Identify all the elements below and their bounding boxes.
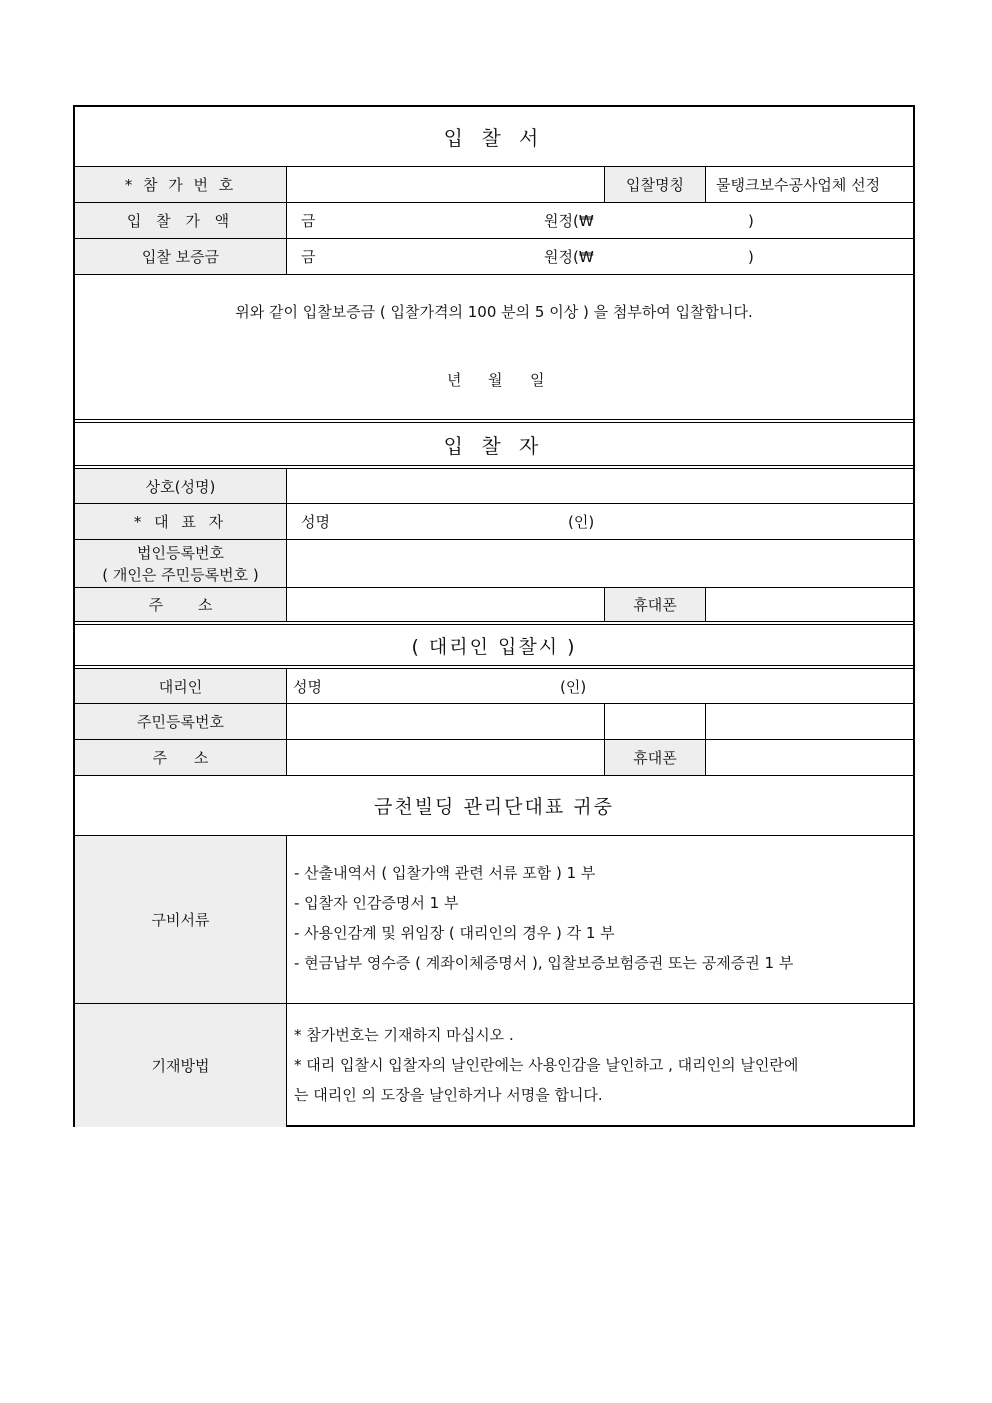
document-item: - 입찰자 인감증명서 1 부 xyxy=(294,894,459,912)
deposit-label: 입찰 보증금 xyxy=(75,239,286,274)
resident-no-label: 주민등록번호 xyxy=(75,704,286,739)
column-divider xyxy=(604,704,605,775)
company-label: 상호(성명) xyxy=(75,469,286,503)
instruction-line: 는 대리인 의 도장을 날인하거나 서명을 합니다. xyxy=(294,1086,603,1104)
agent-field[interactable] xyxy=(287,669,913,703)
documents-list xyxy=(294,858,793,978)
instruction-line: * 참가번호는 기재하지 마십시오 . xyxy=(294,1026,514,1044)
column-divider xyxy=(286,469,287,621)
deposit-prefix: 금 xyxy=(301,248,316,266)
bid-form xyxy=(73,105,915,1127)
column-divider xyxy=(286,836,287,1127)
bid-amount-label: 입 찰 가 액 xyxy=(75,203,286,238)
deposit-field[interactable] xyxy=(287,239,913,274)
divider xyxy=(75,274,913,275)
registration-label-line2: ( 개인은 주민등록번호 ) xyxy=(102,565,259,584)
document-item: - 현금납부 영수증 ( 계좌이체증명서 ), 입찰보증보험증권 또는 공제증권 1 부 xyxy=(294,954,794,972)
agent-name-prefix: 성명 xyxy=(293,677,322,696)
bid-amount-field[interactable] xyxy=(287,203,913,238)
column-divider xyxy=(604,167,605,203)
amount-prefix: 금 xyxy=(301,212,316,230)
column-divider xyxy=(286,167,287,275)
registration-field[interactable] xyxy=(287,540,913,587)
amount-close: ) xyxy=(748,211,754,230)
date-month: 월 xyxy=(488,371,503,389)
phone-label: 휴대폰 xyxy=(605,588,705,621)
column-divider xyxy=(705,167,706,203)
resident-extra-field[interactable] xyxy=(706,704,913,739)
agent-title: ( 대리인 입찰시 ) xyxy=(411,635,577,658)
rep-seal: (인) xyxy=(568,513,595,531)
address-label: 주 소 xyxy=(75,588,286,621)
date-day: 일 xyxy=(530,371,545,389)
participant-no-field[interactable] xyxy=(287,167,604,202)
agent-seal: (인) xyxy=(560,677,587,696)
address-field[interactable] xyxy=(287,588,604,621)
bid-name-label: 입찰명칭 xyxy=(605,167,705,202)
form-title: 입 찰 서 xyxy=(443,126,545,150)
agent-phone-label: 휴대폰 xyxy=(605,740,705,775)
instructions-label: 기재방법 xyxy=(75,1004,286,1127)
date-year: 년 xyxy=(447,371,462,389)
resident-no-field[interactable] xyxy=(287,704,604,739)
agent-phone-field[interactable] xyxy=(706,740,913,775)
column-divider xyxy=(705,588,706,621)
documents-label: 구비서류 xyxy=(75,836,286,1003)
deposit-suffix: 원정(₩ xyxy=(544,248,594,266)
recipient: 금천빌딩 관리단대표 귀중 xyxy=(374,796,614,818)
phone-field[interactable] xyxy=(706,588,913,621)
amount-suffix: 원정(₩ xyxy=(544,212,594,230)
agent-label: 대리인 xyxy=(75,669,286,703)
company-field[interactable] xyxy=(287,469,913,503)
deposit-close: ) xyxy=(748,247,754,266)
participant-no-label: * 참 가 번 호 xyxy=(75,167,286,202)
representative-label: * 대 표 자 xyxy=(75,504,286,539)
registration-label xyxy=(75,540,286,587)
bidder-title: 입 찰 자 xyxy=(443,433,545,458)
rep-name-prefix: 성명 xyxy=(301,513,330,531)
column-divider xyxy=(705,704,706,775)
instructions-text xyxy=(294,1020,798,1110)
bid-name-value: 물탱크보수공사업체 선정 xyxy=(716,176,881,194)
column-divider xyxy=(286,669,287,775)
agent-address-label: 주 소 xyxy=(75,740,286,775)
document-item: - 산출내역서 ( 입찰가액 관련 서류 포함 ) 1 부 xyxy=(294,864,596,882)
bid-statement: 위와 같이 입찰보증금 ( 입찰가격의 100 분의 5 이상 ) 을 첨부하여 입찰합니다. xyxy=(235,303,753,321)
document-item: - 사용인감계 및 위임장 ( 대리인의 경우 ) 각 1 부 xyxy=(294,924,615,942)
instruction-line: * 대리 입찰시 입찰자의 날인란에는 사용인감을 날인하고 , 대리인의 날인란에 xyxy=(294,1056,799,1074)
resident-extra-cell[interactable] xyxy=(605,704,705,739)
agent-address-field[interactable] xyxy=(287,740,604,775)
column-divider xyxy=(604,588,605,621)
registration-label-line1: 법인등록번호 xyxy=(137,543,224,562)
representative-field[interactable] xyxy=(287,504,913,539)
